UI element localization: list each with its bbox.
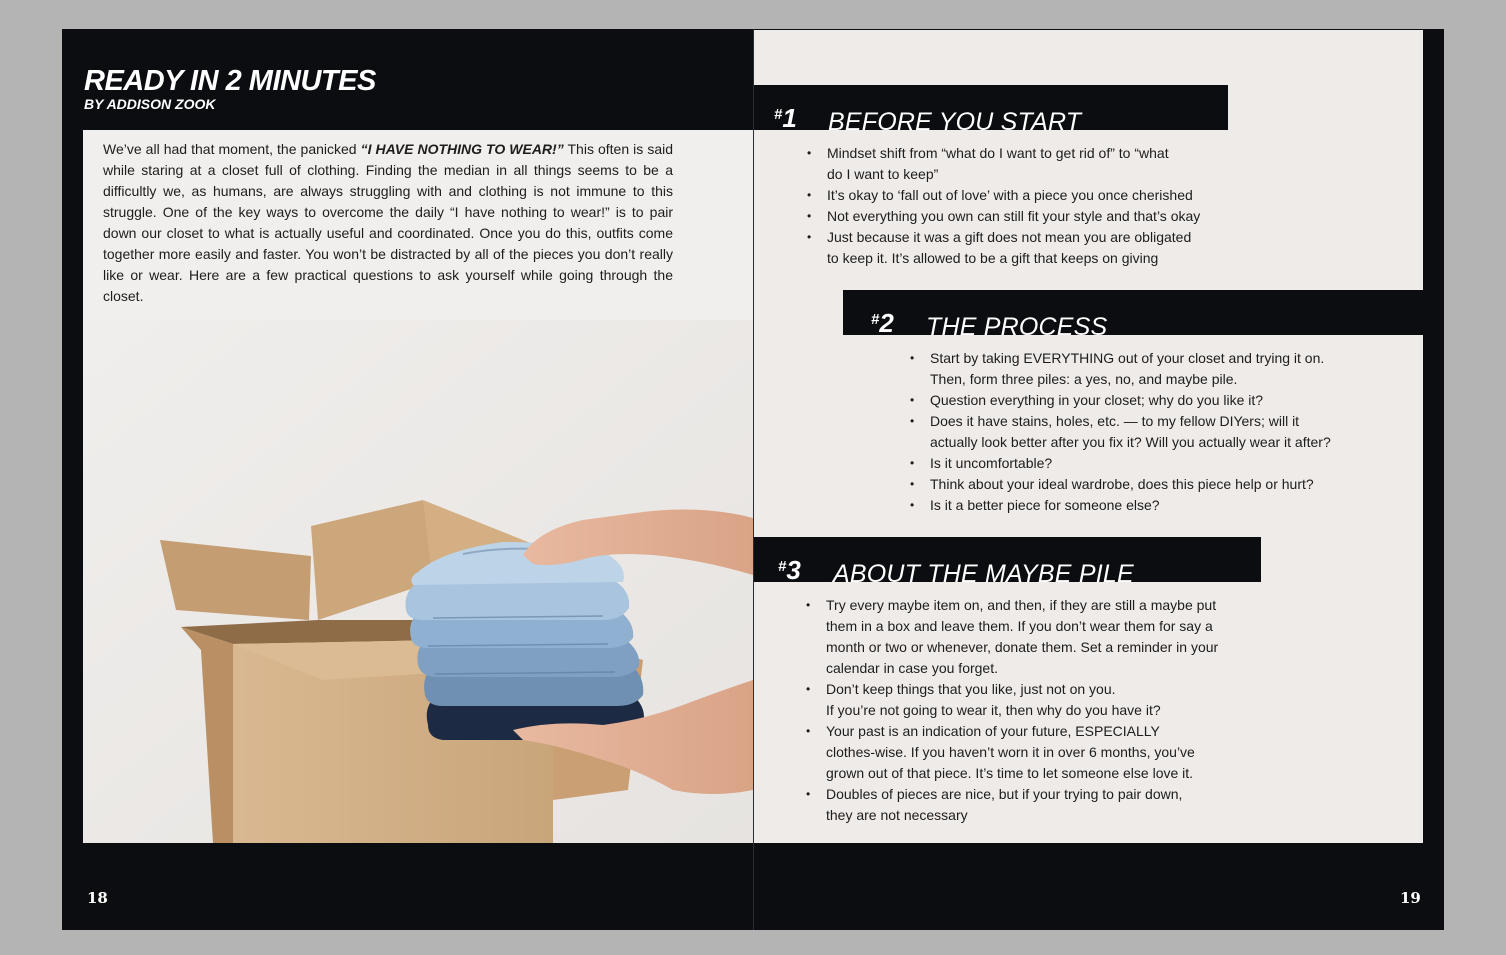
list-item: • Question everything in your closet; why do you like it?: [909, 390, 1409, 411]
list-item: • Try every maybe item on, and then, if they are still a maybe put them in a box and leave them. If you don’t wear them for say a month or two or whenever, donate them. Set a reminder in your calendar in case you forget.: [805, 595, 1275, 679]
section-2-header-bar: [843, 290, 1423, 335]
section-1-number: #1: [774, 103, 797, 130]
photo-jeans-box: [83, 320, 753, 843]
section-3-number: #3: [778, 555, 801, 582]
article-title: READY IN 2 MINUTES: [84, 65, 376, 97]
section-2-number: #2: [871, 308, 894, 335]
list-item: • It’s okay to ‘fall out of love’ with a piece you once cherished: [806, 185, 1266, 206]
left-content-panel: [83, 130, 753, 843]
jeans-stack: [406, 542, 645, 740]
intro-text-start: We’ve all had that moment, the panicked: [103, 141, 361, 157]
list-item: • Start by taking EVERYTHING out of your closet and trying it on. Then, form three piles: a yes, no, and maybe pile.: [909, 348, 1409, 390]
section-3-heading: ABOUT THE MAYBE PILE: [833, 560, 1134, 582]
list-item: • Doubles of pieces are nice, but if your trying to pair down, they are not necessary: [805, 784, 1275, 826]
list-item: • Just because it was a gift does not mean you are obligated to keep it. It’s allowed to be a gift that keeps on giving: [806, 227, 1266, 269]
intro-paragraph: [103, 139, 673, 307]
article-byline: BY ADDISON ZOOK: [84, 96, 216, 112]
page-number-right: 19: [1400, 889, 1421, 907]
intro-emphasis: “I HAVE NOTHING TO WEAR!”: [360, 141, 564, 157]
list-item: • Think about your ideal wardrobe, does this piece help or hurt?: [909, 474, 1409, 495]
page-number-left: 18: [87, 889, 108, 907]
section-3-header-bar: [754, 537, 1261, 582]
list-item: • Is it a better piece for someone else?: [909, 495, 1409, 516]
section-1-header-bar: [754, 85, 1228, 130]
list-item: • Not everything you own can still fit your style and that’s okay: [806, 206, 1266, 227]
section-1-list: [806, 143, 1266, 269]
section-1-heading: BEFORE YOU START: [828, 108, 1082, 130]
section-2-list: [909, 348, 1409, 516]
list-item: • Your past is an indication of your future, ESPECIALLY clothes-wise. If you haven’t worn it in over 6 months, you’ve grown out of that piece. It’s time to let someone else love it.: [805, 721, 1275, 784]
list-item: • Is it uncomfortable?: [909, 453, 1409, 474]
list-item: • Mindset shift from “what do I want to get rid of” to “what do I want to keep”: [806, 143, 1266, 185]
list-item: • Does it have stains, holes, etc. — to my fellow DIYers; will it actually look better after you fix it? Will you actually wear it after?: [909, 411, 1409, 453]
section-2-heading: THE PROCESS: [926, 313, 1108, 335]
intro-text-rest: This often is said while staring at a closet full of clothing. Finding the median in all things seems to be a difficultly we, as humans, are always struggling with and clothing is not immune to this struggle. One of the key ways to overcome the daily “I have nothing to wear!” is to pair down our closet to what is actually useful and coordinated. Once you do this, outfits come together more easily and faster. You won’t be distracted by all of the pieces you don’t really like or wear. Here are a few practical questions to ask yourself while going through the closet.: [103, 141, 674, 304]
list-item: • Don’t keep things that you like, just not on you. If you’re not going to wear it, then why do you have it?: [805, 679, 1275, 721]
section-3-list: [805, 595, 1275, 826]
